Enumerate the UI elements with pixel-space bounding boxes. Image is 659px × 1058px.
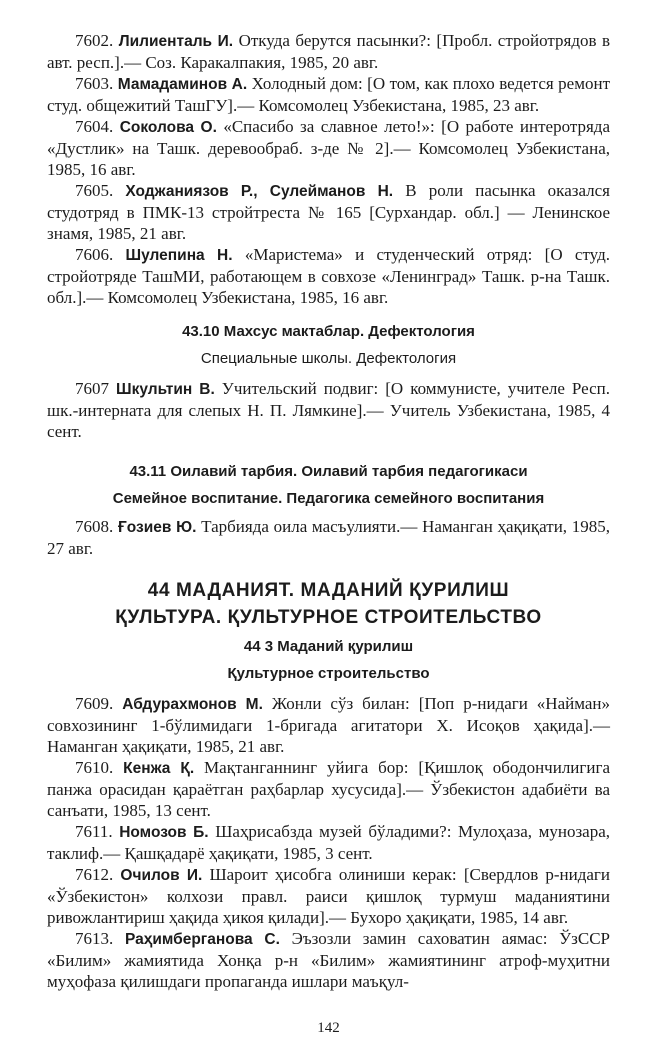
entry-author: Номозов Б.	[119, 824, 209, 841]
entry-text: Откуда берутся пасынки?: [Пробл. стройотрядов в авт. респ.].— Соз. Каракалпакия, 1985, 20 авг.	[47, 31, 611, 72]
entry-text: «Спасибо за славное лето!»: [О работе интеротряда «Дустлик» на Ташк. деревообраб. з-де № 2].— Комсомолец Узбекистана, 1985, 16 авг.	[47, 117, 610, 179]
bibliography-entry	[47, 180, 610, 244]
entry-text: Эъзозли замин саховатин аямас: ЎзССР «Билим» жамиятида Хонқа р-н «Билим» жамиятининг атроф-муҳитни муҳофаза қилишдаги пропаганда ишлари маъқул-	[47, 929, 611, 991]
page-number: 142	[317, 1020, 340, 1036]
bibliography-entry	[47, 378, 610, 442]
entry-number: 7609.	[75, 694, 114, 713]
entry-text: Шароит ҳисобга олиниши керак: [Свердлов р-нидаги «Ўзбекистон» колхози правл. раиси қишлоқ турмуш маданиятини ривожлантириш ҳақида ҳикоя қилади].— Бухоро ҳақиқати, 1985, 14 авг.	[47, 865, 611, 927]
bibliography-entry	[47, 116, 610, 180]
entry-text: Тарбияда оила масъулияти.— Наманган ҳақиқати, 1985, 27 авг.	[47, 517, 611, 558]
entry-number: 7602.	[75, 31, 114, 50]
entry-number: 7607	[75, 379, 109, 398]
entry-text: «Маристема» и студенческий отряд: [О студ. стройотряде ТашМИ, работающем в совхозе «Ленинград» Ташк. р-на Ташк. обл.].— Комсомолец Узбекистана, 1985, 16 авг.	[47, 245, 610, 307]
entry-text: Учительский подвиг: [О коммунисте, учителе Респ. шк.-интерната для слепых Н. П. Лямкине].— Учитель Узбекистана, 1985, 4 сент.	[47, 379, 610, 441]
bibliography-entry	[47, 864, 610, 928]
bibliography-entry	[47, 757, 610, 821]
section-title-uz: 44 3 Маданий қурилиш	[243, 638, 414, 655]
bibliography-entry	[47, 821, 610, 864]
entry-number: 7603.	[75, 74, 114, 93]
entry-author: Ходжаниязов Р., Сулейманов Н.	[125, 183, 394, 200]
entry-author: Кенжа Қ.	[123, 760, 195, 777]
entries-group-b	[47, 693, 610, 992]
entries-group-a	[47, 30, 610, 308]
entry-author: Ғозиев Ю.	[117, 519, 197, 536]
entry-text: Мақтанганнинг уйига бор: [Қишлоқ ободончилигига панжа орасидан қараётган раҳбарлар хусусида].— Ўзбекистон адабиёти ва санъати, 1985, 13 сент.	[47, 758, 610, 820]
section-subtitle: Семейное воспитание. Педагогика семейного воспитания	[112, 490, 545, 507]
entry-number: 7606.	[75, 245, 114, 264]
entry-number: 7611.	[75, 822, 113, 841]
entry-number: 7604.	[75, 117, 114, 136]
entry-author: Соколова О.	[119, 119, 217, 136]
entry-number: 7608.	[75, 517, 114, 536]
entry-author: Раҳимберганова С.	[124, 931, 280, 948]
entry-author: Абдурахмонов М.	[122, 696, 263, 713]
entry-number: 7612.	[75, 865, 114, 884]
entry-number: 7610.	[75, 758, 114, 777]
section-subtitle: Қультурное строительство	[227, 665, 430, 682]
chapter-title-ru: ҚУЛЬТУРА. ҚУЛЬТУРНОЕ СТРОИТЕЛЬСТВО	[115, 607, 542, 628]
bibliography-entry	[47, 516, 610, 559]
bibliography-entry	[47, 30, 610, 73]
entry-author: Лилиенталь И.	[118, 33, 234, 50]
entry-author: Мамадаминов А.	[117, 76, 248, 93]
entry-text: В роли пасынка оказался студотряд в ПМК-13 стройтреста № 165 [Сурхандар. обл.] — Ленинское знамя, 1985, 21 авг.	[47, 181, 610, 243]
entry-author: Очилов И.	[120, 867, 203, 884]
section-title-ru	[47, 345, 610, 372]
entry-text: Холодный дом: [О том, как плохо ведется ремонт студ. общежитий ТашГУ].— Комсомолец Узбекистана, 1985, 23 авг.	[47, 74, 610, 115]
entry-text: Жонли сўз билан: [Поп р-нидаги «Найман» совхозининг 1-бўлимидаги 1-бригада агитатори Х. Исоқов ҳақида].— Наманган ҳақиқати, 1985, 21 авг.	[47, 694, 611, 756]
entry-author: Шулепина Н.	[125, 247, 233, 264]
entry-number: 7613.	[75, 929, 114, 948]
chapter-title-uz: 44 МАДАНИЯТ. МАДАНИЙ ҚУРИЛИШ	[147, 580, 510, 601]
bibliography-entry	[47, 73, 610, 116]
entry-number: 7605.	[75, 181, 114, 200]
entry-text: Шаҳрисабзда музей бўладими?: Мулоҳаза, мунозара, таклиф.— Қашқадарё ҳақиқати, 1985, 3 сент.	[47, 822, 610, 863]
bibliography-entry	[47, 928, 610, 992]
bibliography-entry	[47, 244, 610, 308]
entry-author: Шкультин В.	[116, 381, 215, 398]
section-title-uz: 43.10 Махсус мактаблар. Дефектология	[182, 323, 475, 340]
section-title-uz: 43.11 Оилавий тарбия. Оилавий тарбия педагогикаси	[129, 463, 528, 480]
section-subtitle: Специальные школы. Дефектология	[200, 350, 457, 367]
document-page	[47, 0, 610, 1058]
bibliography-entry	[47, 693, 610, 757]
